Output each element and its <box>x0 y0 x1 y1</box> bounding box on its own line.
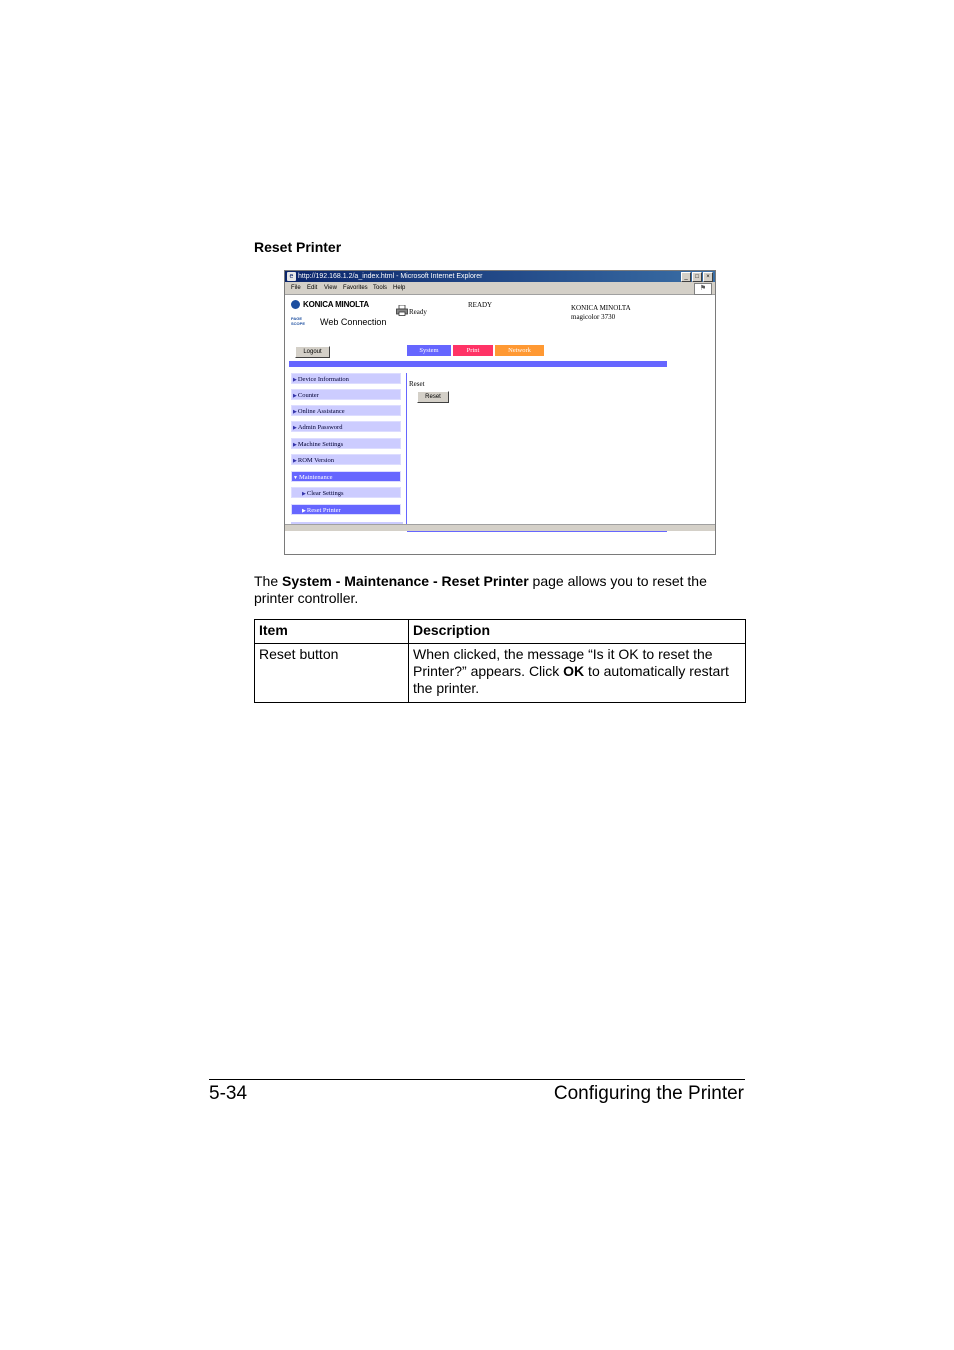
chapter-title: Configuring the Printer <box>553 1083 744 1104</box>
column-header-item: Item <box>255 620 409 644</box>
tab-system[interactable]: System <box>407 345 451 356</box>
sidebar-item-admin-password[interactable]: ▶Admin Password <box>291 421 401 432</box>
browser-menubar <box>285 282 715 295</box>
page-number: 5-34 <box>209 1083 248 1104</box>
sidebar-item-clear-settings[interactable]: ▶Clear Settings <box>291 487 401 498</box>
pagescope-logo: PAGE SCOPE <box>291 316 306 326</box>
table-row <box>255 644 746 703</box>
globe-logo-icon <box>291 300 300 309</box>
footer-rule <box>209 1079 745 1080</box>
model-name: magicolor 3730 <box>571 313 616 321</box>
tab-print[interactable]: Print <box>453 345 493 356</box>
arrow-right-icon: ▶ <box>293 378 297 383</box>
web-connection-text: Web Connection <box>320 316 387 327</box>
brand-text: KONICA MINOLTA <box>303 300 369 309</box>
windows-logo-icon: ⚑ <box>694 283 712 295</box>
logout-button[interactable]: Logout <box>295 346 330 358</box>
konica-minolta-logo <box>291 300 369 309</box>
browser-statusbar <box>285 524 715 531</box>
sidebar-item-machine-settings[interactable]: ▶Machine Settings <box>291 438 401 449</box>
tab-network[interactable]: Network <box>495 345 544 356</box>
arrow-right-icon: ▶ <box>302 509 306 514</box>
menu-help[interactable]: Help <box>393 285 406 291</box>
model-brand: KONICA MINOLTA <box>571 304 631 312</box>
ie-icon: e <box>287 272 296 281</box>
cell-description: When clicked, the message “Is it OK to reset the Printer?” appears. Click OK to automatically restart the printer. <box>409 644 746 703</box>
ready-status: READY <box>468 301 493 309</box>
browser-screenshot <box>284 270 716 555</box>
content-bottom-rule <box>407 531 667 532</box>
maximize-icon[interactable]: □ <box>692 272 702 282</box>
table-header-row <box>255 620 746 644</box>
arrow-down-icon: ▼ <box>293 476 298 481</box>
sidebar-item-counter[interactable]: ▶Counter <box>291 389 401 400</box>
arrow-right-icon: ▶ <box>293 459 297 464</box>
main-heading: Reset <box>409 380 425 388</box>
close-icon[interactable]: × <box>703 272 713 282</box>
printer-model <box>571 304 631 322</box>
browser-title: http://192.168.1.2/a_index.html - Microsoft Internet Explorer <box>298 273 483 280</box>
menu-file[interactable]: File <box>291 285 301 291</box>
sidebar-item-reset-printer[interactable]: ▶Reset Printer <box>291 504 401 515</box>
cell-item: Reset button <box>255 644 409 703</box>
content-divider <box>406 373 407 529</box>
sidebar-item-device-information[interactable]: ▶Device Information <box>291 373 401 384</box>
sidebar-item-online-assistance[interactable]: ▶Online Assistance <box>291 405 401 416</box>
arrow-right-icon: ▶ <box>293 410 297 415</box>
description-paragraph: The System - Maintenance - Reset Printer page allows you to reset the printer controller. <box>254 573 707 606</box>
web-connection-logo <box>291 316 386 327</box>
menu-view[interactable]: View <box>324 285 337 291</box>
browser-titlebar <box>285 271 715 282</box>
header-bar <box>289 361 667 367</box>
arrow-right-icon: ▶ <box>293 443 297 448</box>
item-description-table <box>254 619 746 703</box>
arrow-right-icon: ▶ <box>293 426 297 431</box>
column-header-description: Description <box>409 620 746 644</box>
arrow-right-icon: ▶ <box>302 492 306 497</box>
ready-label: Ready <box>409 308 427 316</box>
section-title: Reset Printer <box>254 239 342 255</box>
menu-tools[interactable]: Tools <box>373 285 388 291</box>
menu-favorites[interactable]: Favorites <box>343 285 368 291</box>
reset-button[interactable]: Reset <box>417 391 449 403</box>
arrow-right-icon: ▶ <box>293 394 297 399</box>
menu-path: System - Maintenance - Reset Printer <box>282 573 529 589</box>
sidebar-item-rom-version[interactable]: ▶ROM Version <box>291 454 401 465</box>
minimize-icon[interactable]: _ <box>681 272 691 282</box>
printer-icon <box>396 305 408 316</box>
web-page <box>285 295 715 554</box>
menu-edit[interactable]: Edit <box>307 285 318 291</box>
sidebar-item-maintenance[interactable]: ▼Maintenance <box>291 471 401 482</box>
